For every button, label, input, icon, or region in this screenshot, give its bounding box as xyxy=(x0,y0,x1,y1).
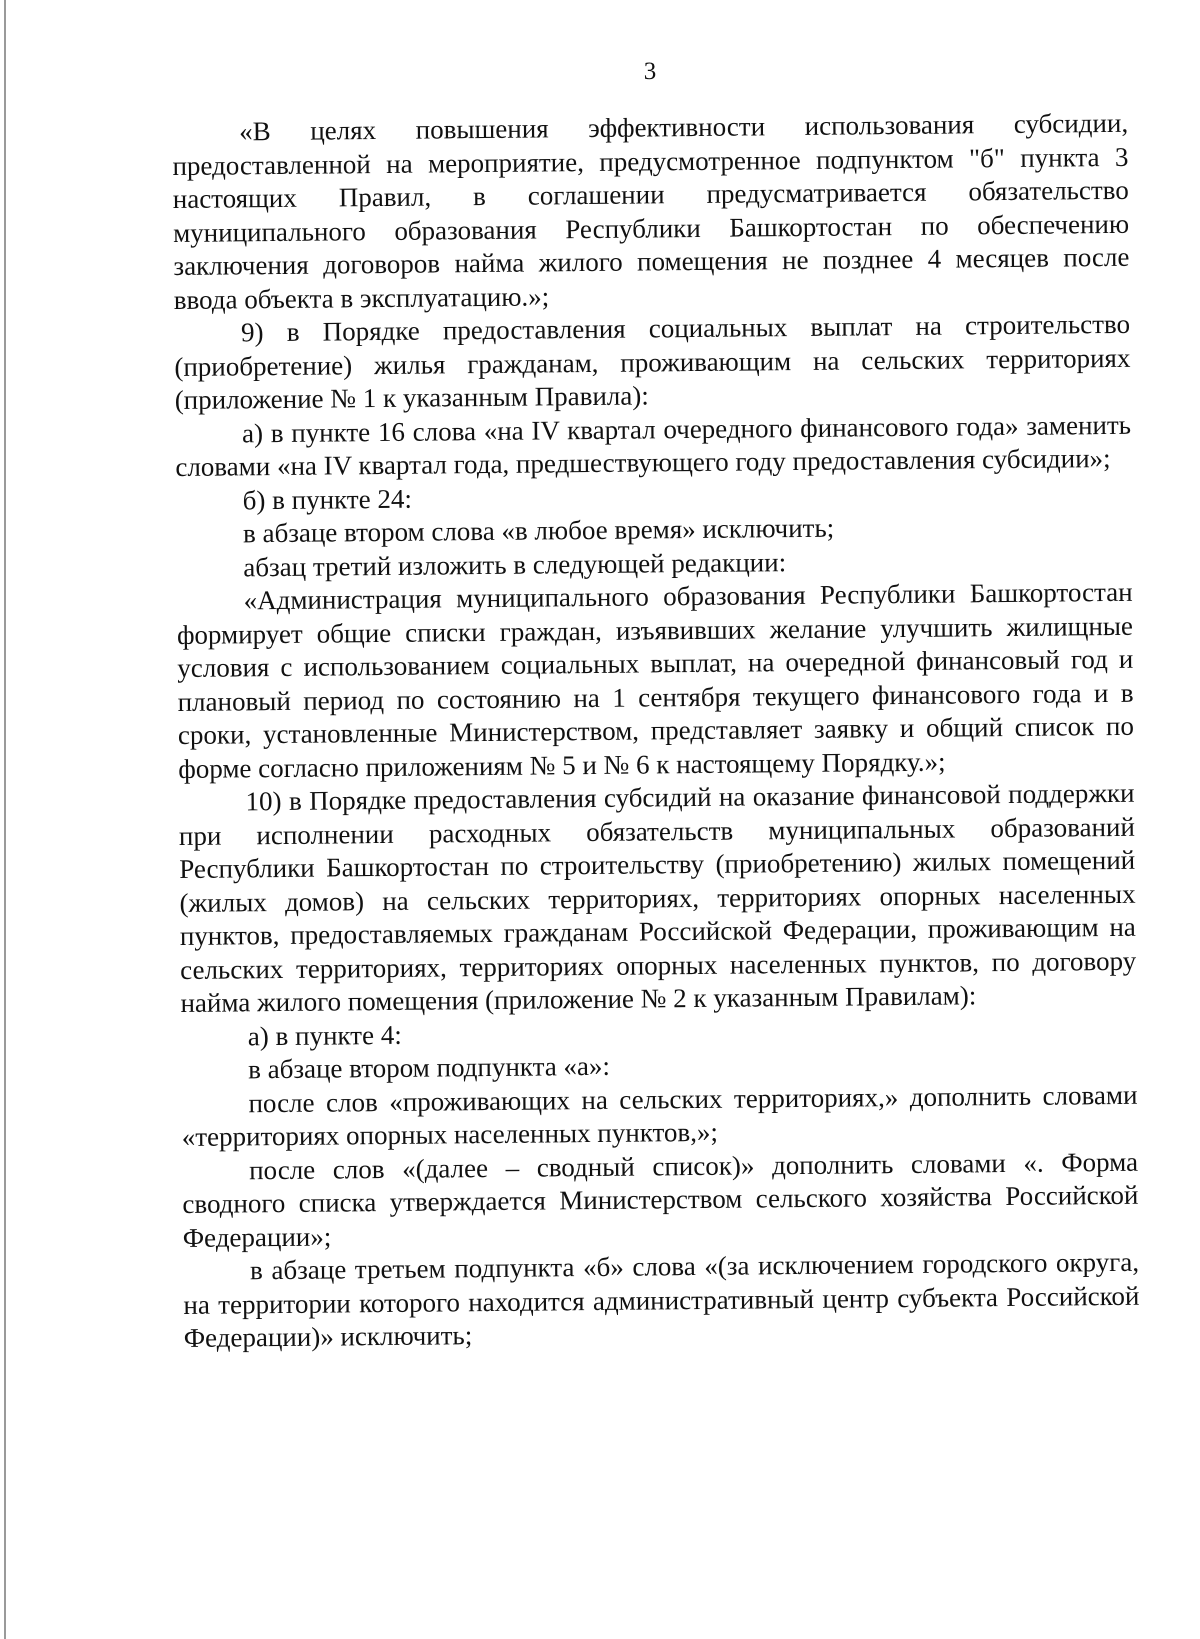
paragraph-5: в абзаце втором слова «в любое время» исключить; xyxy=(242,512,835,549)
paragraph-1: «В целях повышения эффективности использования субсидии, предоставленной на мероприятие, предусмотренное подпунктом "б" пункта 3 настоящих Правил, в соглашении предусматривается обязательство муниципального образования Республики Башкортостан по обеспечению заключения договоров найма жилого помещения не позднее 4 месяцев после ввода объекта в эксплуатацию.»; xyxy=(172,107,1130,315)
paragraph-7: «Администрация муниципального образования Республики Башкортостан формирует общие списки граждан, изъявивших желание улучшить жилищные условия с использованием социальных выплат, на очередной финансовый год и плановый период по состоянию на 1 сентября текущего финансового года и в сроки, установленные Министерством, представляет заявку и общий список по форме согласно приложениям № 5 и № 6 к настоящему Порядку.»; xyxy=(176,576,1135,784)
document-body xyxy=(172,107,1140,1356)
scan-edge-line xyxy=(4,0,6,1639)
paragraph-3: а) в пункте 16 слова «на IV квартал очередного финансового года» заменить словами «на IV квартал года, предшествующего году предоставления субсидии»; xyxy=(175,409,1132,482)
paragraph-12: после слов «(далее – сводный список)» дополнить словами «. Форма сводного списка утверждается Министерством сельского хозяйства Российской Федерации»; xyxy=(182,1146,1139,1253)
paragraph-6: абзац третий изложить в следующей редакции: xyxy=(243,546,787,582)
paragraph-10: в абзаце втором подпункта «а»: xyxy=(248,1050,611,1085)
paragraph-13: в абзаце третьем подпункта «б» слова «(за исключением городского округа, на территории которого находится административный центр субъекта Российской Федерации)» исключить; xyxy=(183,1246,1140,1353)
paragraph-2: 9) в Порядке предоставления социальных выплат на строительство (приобретение) жилья гражданам, проживающим на сельских территориях (приложение № 1 к указанным Правила): xyxy=(174,308,1131,415)
paragraph-4: б) в пункте 24: xyxy=(242,483,412,515)
page-number: 3 xyxy=(643,58,657,85)
paragraph-8: 10) в Порядке предоставления субсидий на оказание финансовой поддержки при исполнении расходных обязательств муниципальных образований Республики Башкортостан по строительству (приобретению) жилых помещений (жилых домов) на сельских территориях, территориях опорных населенных пунктов, предоставляемых гражданам Российской Федерации, проживающим на сельских территориях, территориях опорных населенных пунктов, по договору найма жилого помещения (приложение № 2 к указанным Правилам): xyxy=(178,777,1137,1018)
paragraph-11: после слов «проживающих на сельских территориях,» дополнить словами «территориях опорных населенных пунктов,»; xyxy=(181,1079,1138,1152)
paragraph-9: а) в пункте 4: xyxy=(247,1019,402,1051)
